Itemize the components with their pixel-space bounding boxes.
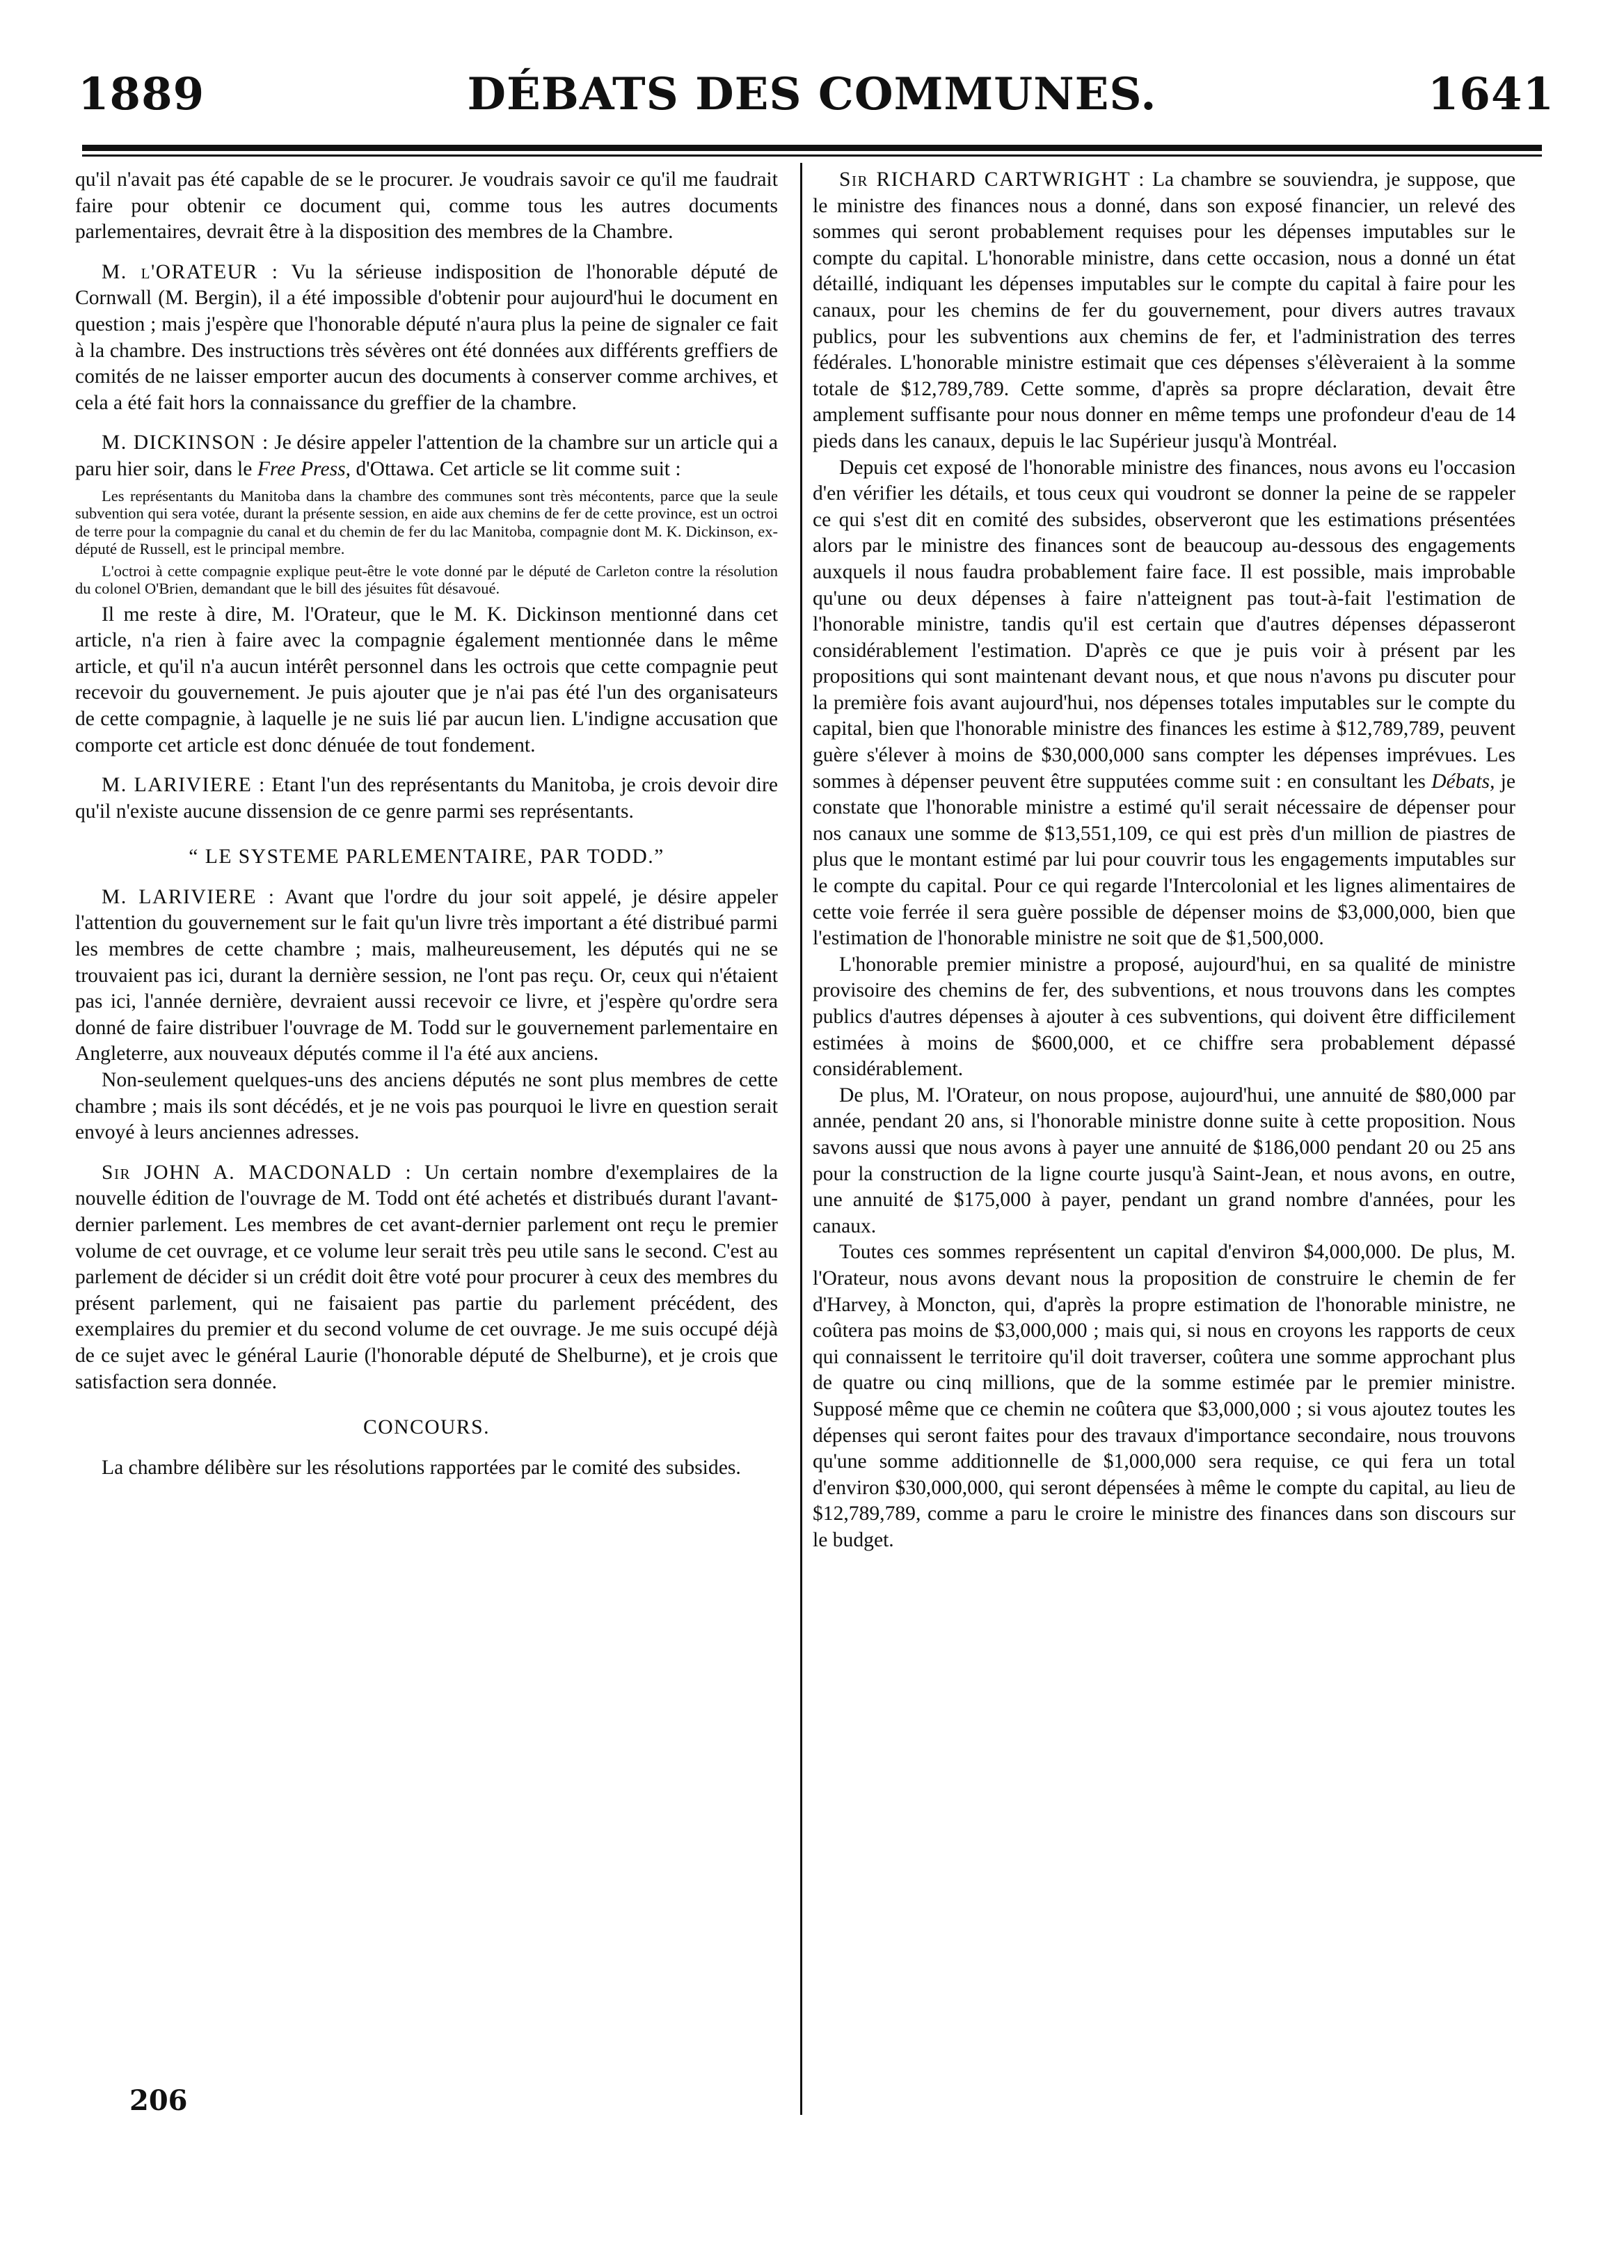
column-divider	[800, 163, 802, 2115]
debats-reference: Débats,	[1431, 770, 1495, 793]
section-heading: “ LE SYSTEME PARLEMENTAIRE, PAR TODD.”	[189, 846, 664, 869]
paragraph: De plus, M. l'Orateur, on nous propose, aujourd'hui, une annuité de $80,000 par année, pendant 20 ans, si l'honorable ministre donne suite à cette proposition. Nous savons aussi que nous avons à payer une annuité de $186,000 pendant 20 ou 25 ans pour la construction de la ligne courte jusqu'à Saint-Jean, et nous avons, en outre, une annuité de $175,000 à payer, pendant un grand nombre d'années, pour les canaux.	[813, 1084, 1515, 1237]
paragraph: La chambre délibère sur les résolutions rapportées par le comité des subsides.	[102, 1456, 741, 1479]
quoted-article: L'octroi à cette compagnie explique peut-être le vote donné par le député de Carleton contre la résolution du colonel O'Brien, demandant que le bill des jésuites fût désavoué.	[75, 562, 778, 598]
speaker-name: M. LARIVIERE :	[102, 774, 266, 797]
paragraph: L'honorable premier ministre a proposé, aujourd'hui, en sa qualité de ministre provisoire des chemins de fer, des subventions, et nous trouvons dans les comptes publics d'autres dépenses à ajouter à ces subventions, qui doivent être difficilement estimées à moins de $600,000, et ce chiffre sera probablement dépassé considérablement.	[813, 953, 1515, 1081]
paragraph-text: Depuis cet exposé de l'honorable ministre des finances, nous avons eu l'occasion d'en vérifier les détails, et tous ceux qui voudront se donner la peine de se rappeler ce qui s'est dit en comité des subsides, observeront que les estimations présentées alors par le ministre des finances sont de beaucoup au-dessous des engagements auxquels il nous faudra probablement faire face. Il est possible, mais improbable qu'une ou deux dépenses à faire n'atteignent pas tout-à-fait l'estimation de l'honorable ministre, tandis qu'il est certain que d'autres dépenses dépasseront considérablement l'estimation. D'après ce que je puis voir à présent par les propositions qui sont maintenant devant nous, et que nous n'avons pu discuter pour la première fois avant aujourd'hui, nos dépenses totales imputables sur le compte du capital, bien que l'honorable ministre des finances les estime à $12,789,789, peuvent guère s'élever à moins de $30,000,000 sans compter les dépenses imprévues. Les sommes à dépenser peuvent être supputées comme suit : en consultant les	[813, 456, 1515, 793]
paragraph: Toutes ces sommes représentent un capital d'environ $4,000,000. De plus, M. l'Orateur, nous avons devant nous la proposition de construire le chemin de fer d'Harvey, à Moncton, qui, d'après la propre estimation de l'honorable ministre, ne coûtera pas moins de $3,000,000 ; mais qui, si nous en croyons les rapports de ceux qui connaissent le territoire qu'il doit traverser, coûtera une somme approchant plus de quatre ou cinq millions, que de la somme estimée par le premier ministre. Supposé même que ce chemin ne coûtera que $3,000,000 ; si vous ajoutez toutes les dépenses qui seront faites pour des travaux d'importance secondaire, nous trouvons qu'une somme additionnelle de $1,000,000 sera requise, ce qui fera un total d'environ $30,000,000, qui seront dépensées à même le compte du capital, au lieu de $12,789,789, comme a paru le croire le ministre des finances dans son discours sur le budget.	[813, 1241, 1515, 1551]
header-year: 1889	[78, 68, 205, 120]
speech-text: Je désire appeler l'attention de la chambre sur un article qui a paru hier soir, dans le	[75, 431, 778, 480]
page-number: 1641	[1427, 68, 1554, 120]
speaker-name: Sir JOHN A. MACDONALD :	[102, 1161, 413, 1184]
right-column	[813, 167, 1515, 1553]
speech-orateur	[75, 260, 778, 417]
speaker-name: M. l'ORATEUR :	[102, 260, 279, 283]
speech-text: Avant que l'ordre du jour soit appelé, je désire appeler l'attention du gouvernement sur le fait qu'un livre très important a été distribué parmi les membres de cette chambre ; mais, malheureusement, les députés qui ne se trouvaient pas ici, durant la dernière session, ne l'ont pas reçu. Or, ceux qui n'étaient pas ici, l'année dernière, devraient aussi recevoir ce livre, et j'espère qu'ordre sera donné de faire distribuer l'ouvrage de M. Todd sur le gouvernement parlementaire en Angleterre, aux nouveaux députés comme il l'a été aux anciens.	[75, 885, 778, 1065]
header-rule-thin	[82, 154, 1542, 157]
speaker-name: M. LARIVIERE :	[102, 885, 276, 908]
speech-lariviere	[75, 772, 778, 825]
paragraph	[813, 455, 1515, 952]
speech-macdonald	[75, 1160, 778, 1395]
speech-lariviere	[75, 885, 778, 1068]
speech-text: Etant l'un des représentants du Manitoba, je crois devoir dire qu'il n'existe aucune dissension de ce genre parmi ses représentants.	[75, 774, 778, 823]
speech-text: La chambre se souviendra, je suppose, que le ministre des finances nous a donné, dans son exposé financier, un relevé des sommes qui seront probablement requises pour les dépenses imputables sur le compte du capital. L'honorable ministre, dans cette occasion, nous a donné un état détaillé, indiquant les dépenses imputables sur le compte du capital à faire pour les canaux, pour les chemins de fer du gouvernement, pour divers autres travaux publics, pour les subventions aux chemins de fer, et l'administration des terres fédérales. L'honorable ministre estimait que ces dépenses s'élèveraient à la somme totale de $12,789,789. Cette somme, d'après sa propre déclaration, devait être amplement suffisante pour nous donner en même temps une profondeur d'eau de 14 pieds dans les canaux, depuis le lac Supérieur jusqu'à Montréal.	[813, 168, 1516, 452]
paragraph: Il me reste à dire, M. l'Orateur, que le M. K. Dickinson mentionné dans cet article, n'a rien à faire avec la compagnie également mentionnée dans le même article, et qu'il n'a aucun intérêt personnel dans les octrois que cette compagnie peut recevoir du gouvernement. Je puis ajouter que je n'ai pas été l'un des organisateurs de cette compagnie, à laquelle je ne suis lié par aucun lien. L'indigne accusation que comporte cet article est donc dénuée de tout fondement.	[75, 603, 778, 756]
speech-text: Vu la sérieuse indisposition de l'honorable député de Cornwall (M. Bergin), il a été impossible d'obtenir pour aujourd'hui le document en question ; mais j'espère que l'honorable député n'aura plus la peine de signaler ce fait à la chambre. Des instructions très sévères ont été données aux différents greffiers de comités de ne laisser emporter aucun des documents à conserver comme archives, et cela a été fait hors la connaissance du greffier de la chambre.	[75, 260, 778, 414]
speech-text: d'Ottawa. Cet article se lit comme suit :	[356, 457, 681, 480]
header-rule-thick	[82, 145, 1542, 151]
speech-text: Un certain nombre d'exemplaires de la nouvelle édition de l'ouvrage de M. Todd ont été achetés et distribués durant l'avant-dernier parlement. Les membres de cet avant-dernier parlement ont reçu le premier volume de cet ouvrage, et ce volume leur serait très peu utile sans le second. C'est au parlement de décider si un crédit doit être voté pour procurer à ceux des membres du présent parlement, qui ne faisaient pas partie du parlement précédent, des exemplaires du premier et du second volume de cet ouvrage. Je me suis occupé déjà de ce sujet avec le général Laurie (l'honorable député de Shelburne), et je crois que satisfaction sera donnée.	[75, 1161, 779, 1393]
paragraph: qu'il n'avait pas été capable de se le procurer. Je voudrais savoir ce qu'il me faudrait faire pour obtenir ce document qui, comme tous les autres documents parlementaires, devrait être à la disposition des membres de la Chambre.	[75, 168, 778, 244]
signature-number: 206	[129, 2084, 188, 2117]
paragraph-text: je constate que l'honorable ministre a estimé qu'il serait nécessaire de dépenser pour nos canaux une somme de $13,551,109, ce qui est près d'un million de piastres de plus que le montant estimé par lui pour couvrir tous les engagements imputables sur le compte du capital. Pour ce qui regarde l'Intercolonial et les lignes alimentaires de cette voie ferrée il sera guère possible de dépenser moins de $3,000,000, bien que l'estimation de l'honorable ministre ne soit que de $1,500,000.	[813, 770, 1515, 950]
speech-dickinson	[75, 430, 778, 482]
newspaper-title: Free Press,	[257, 457, 351, 480]
quoted-article: Les représentants du Manitoba dans la chambre des communes sont très mécontents, parce que la seule subvention qui sera votée, durant la présente session, en aide aux chemins de fer de cette province, est un octroi de terre pour la compagnie du canal et du chemin de fer du lac Manitoba, compagnie dont M. K. Dickinson, ex-député de Russell, est le principal membre.	[75, 486, 778, 558]
left-column	[75, 167, 778, 1481]
speech-cartwright	[813, 167, 1515, 455]
paragraph: Non-seulement quelques-uns des anciens députés ne sont plus membres de cette chambre ; mais ils sont décédés, et je ne vois pas pourquoi le livre en question serait envoyé à leurs anciennes adresses.	[75, 1069, 778, 1144]
running-title: DÉBATS DES COMMUNES.	[467, 68, 1157, 120]
speaker-name: M. DICKINSON :	[102, 431, 269, 454]
speaker-name: Sir RICHARD CARTWRIGHT :	[839, 168, 1145, 191]
section-heading: CONCOURS.	[363, 1416, 491, 1439]
